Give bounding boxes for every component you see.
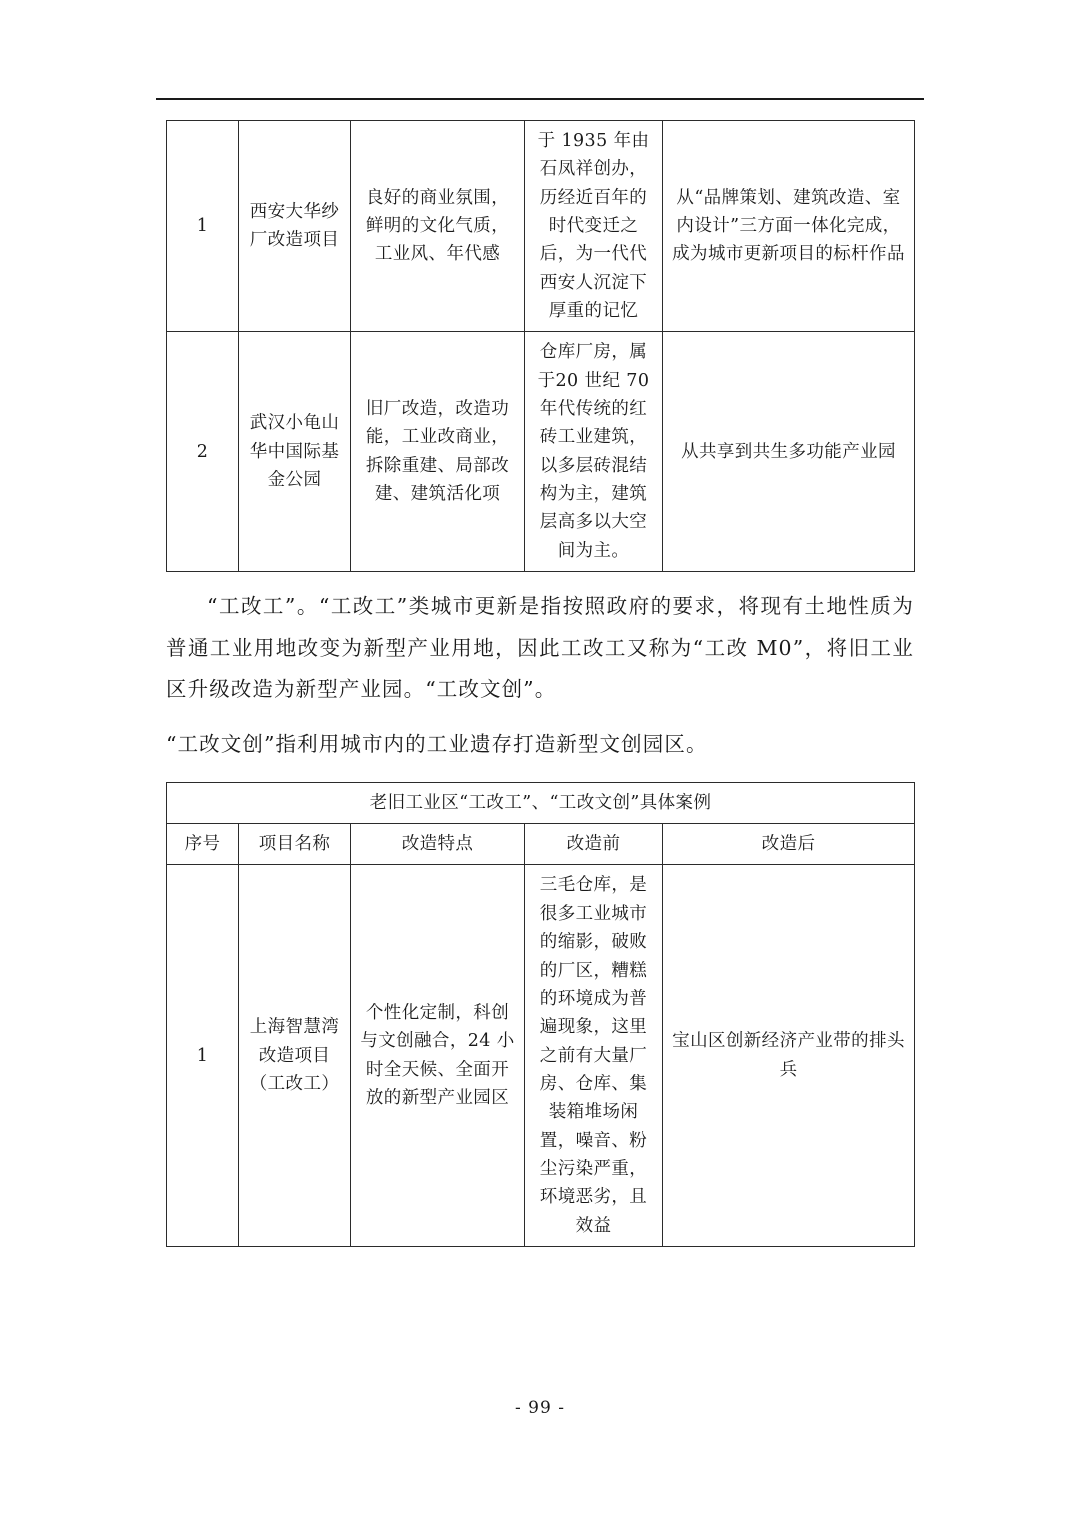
column-header-index: 序号 bbox=[167, 824, 239, 865]
table-caption: 老旧工业区“工改工”、“工改文创”具体案例 bbox=[167, 782, 915, 823]
table-gonggaigong-cases bbox=[166, 782, 915, 1247]
table-row bbox=[167, 121, 915, 332]
cell-index: 1 bbox=[167, 865, 239, 1246]
table-caption-row bbox=[167, 782, 915, 823]
cell-before: 三毛仓库，是很多工业城市的缩影，破败的厂区，糟糕的环境成为普遍现象，这里之前有大量厂房、仓库、集装箱堆场闲置，噪音、粉尘污染严重，环境恶劣，且效益 bbox=[525, 865, 663, 1246]
column-header-feature: 改造特点 bbox=[351, 824, 525, 865]
cell-index: 2 bbox=[167, 332, 239, 572]
page-number: - 99 - bbox=[515, 1398, 565, 1418]
table-row bbox=[167, 865, 915, 1246]
table-row bbox=[167, 332, 915, 572]
cell-project-name: 上海智慧湾改造项目（工改工） bbox=[239, 865, 351, 1246]
cell-renovation-feature: 良好的商业氛围，鲜明的文化气质，工业风、年代感 bbox=[351, 121, 525, 332]
cell-after: 从共享到共生多功能产业园 bbox=[663, 332, 915, 572]
cell-after: 从“品牌策划、建筑改造、室内设计”三方面一体化完成，成为城市更新项目的标杆作品 bbox=[663, 121, 915, 332]
table-header-row bbox=[167, 824, 915, 865]
paragraph-wenchuang-definition: “工改文创”指利用城市内的工业遗存打造新型文创园区。 bbox=[166, 732, 708, 757]
cell-project-name: 武汉小龟山华中国际基金公园 bbox=[239, 332, 351, 572]
cell-after: 宝山区创新经济产业带的排头兵 bbox=[663, 865, 915, 1246]
header-rule bbox=[156, 98, 924, 100]
cell-renovation-feature: 个性化定制，科创与文创融合，24 小时全天候、全面开放的新型产业园区 bbox=[351, 865, 525, 1246]
column-header-project-name: 项目名称 bbox=[239, 824, 351, 865]
column-header-after: 改造后 bbox=[663, 824, 915, 865]
page-content bbox=[166, 120, 914, 1247]
cell-project-name: 西安大华纱厂改造项目 bbox=[239, 121, 351, 332]
paragraph-gonggaigong-definition: “工改工”。“工改工”类城市更新是指按照政府的要求，将现有土地性质为普通工业用地改变为新型产业用地，因此工改工又称为“工改 M0”，将旧工业区升级改造为新型产业园。“工改文创”。 bbox=[166, 594, 914, 701]
table-renovation-cases-continued bbox=[166, 120, 915, 572]
cell-before: 仓库厂房，属于20 世纪 70 年代传统的红砖工业建筑，以多层砖混结构为主，建筑层高多以大空间为主。 bbox=[525, 332, 663, 572]
cell-before: 于 1935 年由石凤祥创办，历经近百年的时代变迁之后，为一代代西安人沉淀下厚重的记忆 bbox=[525, 121, 663, 332]
cell-index: 1 bbox=[167, 121, 239, 332]
cell-renovation-feature: 旧厂改造，改造功能，工业改商业，拆除重建、局部改建、建筑活化项 bbox=[351, 332, 525, 572]
column-header-before: 改造前 bbox=[525, 824, 663, 865]
